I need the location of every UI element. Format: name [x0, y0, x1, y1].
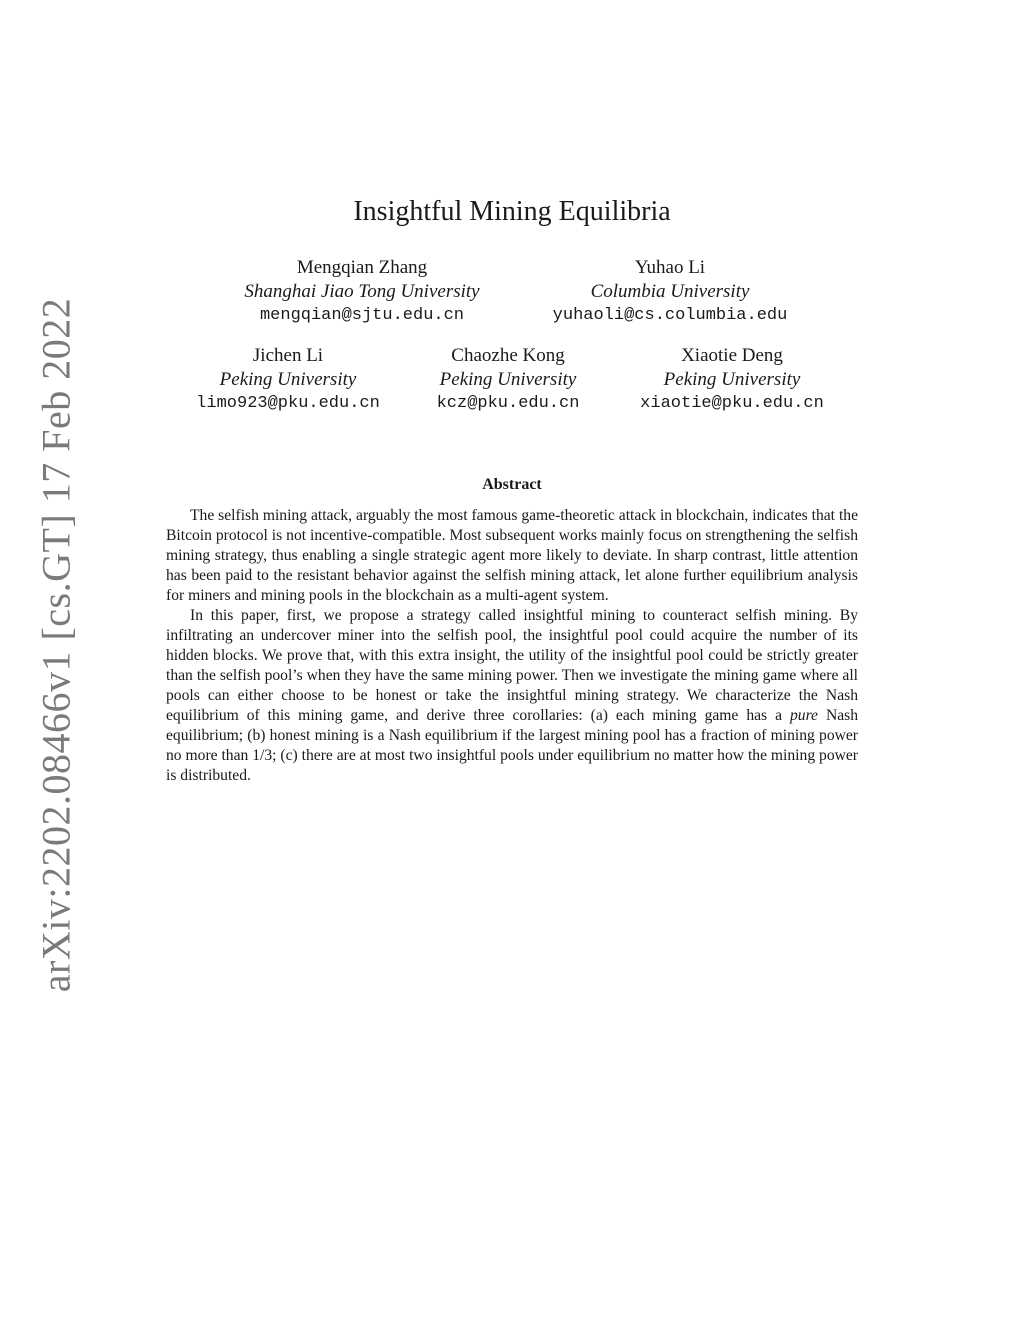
abstract-emphasis: pure — [789, 707, 818, 724]
author-name: Yuhao Li — [634, 257, 706, 278]
author-block — [640, 344, 824, 416]
paper-title: Insightful Mining Equilibria — [353, 196, 671, 227]
author-name: Jichen Li — [252, 345, 324, 366]
abstract-paragraph: The selfish mining attack, arguably the most famous game-theoretic attack in blockchain, indicates that the Bitcoin protocol is not incentive-compatible. Most subsequent works mainly focus on strengthening the selfish mining strategy, thus enabling a single strategic agent more likely to deviate. In sharp contrast, little attention has been paid to the resistant behavior against the selfish mining attack, let alone further equilibrium analysis for miners and mining pools in the blockchain as a multi-agent system. — [166, 507, 858, 604]
author-name: Mengqian Zhang — [296, 257, 428, 278]
author-email[interactable]: mengqian@sjtu.edu.cn — [259, 306, 465, 325]
author-name: Chaozhe Kong — [451, 345, 565, 366]
author-block — [437, 344, 580, 416]
author-affiliation: Columbia University — [590, 281, 750, 302]
abstract-heading: Abstract — [482, 476, 542, 493]
author-email[interactable]: yuhaoli@cs.columbia.edu — [552, 306, 788, 325]
author-block — [553, 256, 788, 328]
author-affiliation: Peking University — [439, 369, 577, 390]
author-email[interactable]: limo923@pku.edu.cn — [196, 394, 380, 413]
abstract-paragraph — [166, 606, 858, 786]
author-affiliation: Shanghai Jiao Tong University — [244, 281, 480, 302]
abstract-body — [166, 506, 858, 786]
author-affiliation: Peking University — [663, 369, 801, 390]
author-affiliation: Peking University — [219, 369, 357, 390]
author-email[interactable]: kcz@pku.edu.cn — [436, 394, 580, 413]
arxiv-identifier[interactable]: arXiv:2202.08466v1 [cs.GT] 17 Feb 2022 — [33, 297, 79, 993]
abstract-text: In this paper, first, we propose a strategy called insightful mining to counteract selfish mining. By infiltrating an undercover miner into the selfish pool, the insightful pool could acquire the number of its hidden blocks. We prove that, with this extra insight, the utility of the insightful pool could be strictly greater than the selfish pool’s when they have the same mining power. Then we investigate the mining game where all pools can either choose to be honest or take the insightful mining strategy. We characterize the Nash equilibrium of this mining game, and derive three corollaries: (a) each mining game has a — [166, 607, 858, 724]
abstract-text: Nash equilibrium; (b) honest mining is a Nash equilibrium if the largest mining pool has a fraction of mining power no more than 1/3; (c) there are at most two insightful pools under equilibrium no matter how the mining power is distributed. — [166, 707, 859, 784]
author-block — [196, 344, 380, 416]
author-name: Xiaotie Deng — [681, 345, 783, 366]
author-block — [244, 256, 479, 328]
author-email[interactable]: xiaotie@pku.edu.cn — [640, 394, 824, 413]
